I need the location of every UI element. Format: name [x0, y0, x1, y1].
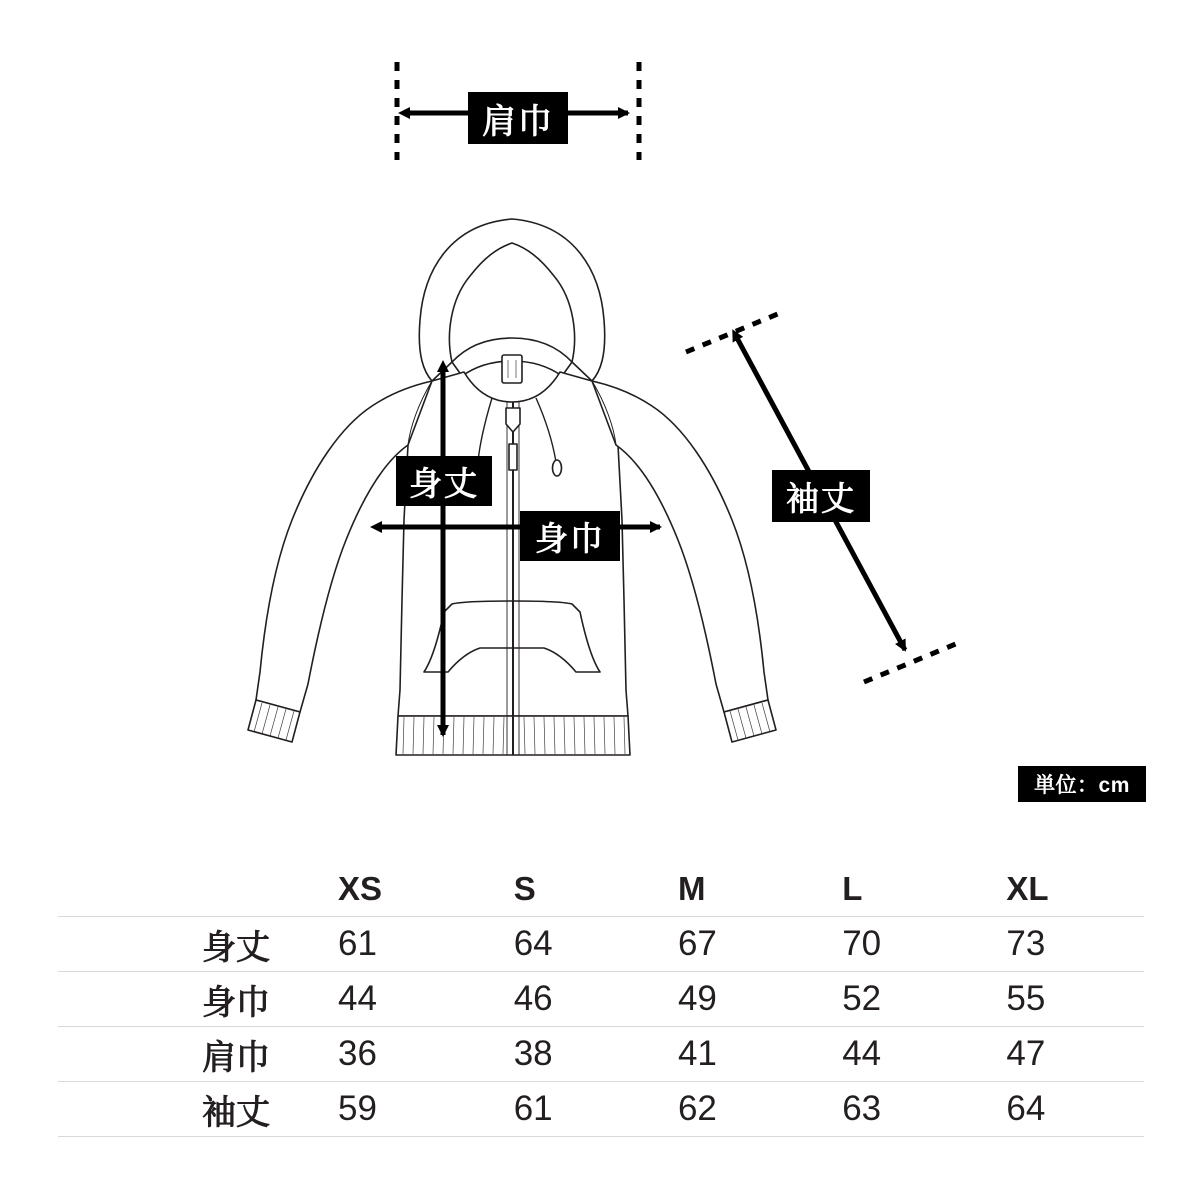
cell-sleeve-length-m: 62	[644, 1082, 808, 1137]
cell-sleeve-length-l: 63	[808, 1082, 972, 1137]
label-shoulder-width: 肩巾	[468, 92, 568, 144]
cell-shoulder-width-xl: 47	[972, 1027, 1144, 1082]
cell-body-length-xl: 73	[972, 917, 1144, 972]
cell-body-width-xs: 44	[304, 972, 480, 1027]
row-label-sleeve-length: 袖丈	[58, 1082, 304, 1137]
label-sleeve-length: 袖丈	[772, 470, 870, 522]
cell-body-width-m: 49	[644, 972, 808, 1027]
cell-sleeve-length-xs: 59	[304, 1082, 480, 1137]
table-body	[58, 917, 1144, 1137]
table-col-s: S	[480, 862, 644, 917]
cell-body-length-xs: 61	[304, 917, 480, 972]
table-row	[58, 972, 1144, 1027]
table-row	[58, 917, 1144, 972]
cell-body-length-s: 64	[480, 917, 644, 972]
table-col-m: M	[644, 862, 808, 917]
table-header-row	[58, 862, 1144, 917]
cell-sleeve-length-s: 61	[480, 1082, 644, 1137]
cell-body-length-l: 70	[808, 917, 972, 972]
cell-body-length-m: 67	[644, 917, 808, 972]
cell-shoulder-width-s: 38	[480, 1027, 644, 1082]
label-body-length: 身丈	[396, 456, 492, 506]
table-corner-cell	[58, 862, 304, 917]
table-row	[58, 1082, 1144, 1137]
cell-body-width-xl: 55	[972, 972, 1144, 1027]
table-col-xs: XS	[304, 862, 480, 917]
row-label-shoulder-width: 肩巾	[58, 1027, 304, 1082]
table-header	[58, 862, 1144, 917]
table-row	[58, 1027, 1144, 1082]
table-col-xl: XL	[972, 862, 1144, 917]
size-table	[58, 862, 1144, 1137]
cell-body-width-s: 46	[480, 972, 644, 1027]
label-body-width: 身巾	[520, 511, 620, 561]
table-col-l: L	[808, 862, 972, 917]
row-label-body-length: 身丈	[58, 917, 304, 972]
cell-sleeve-length-xl: 64	[972, 1082, 1144, 1137]
cell-shoulder-width-l: 44	[808, 1027, 972, 1082]
cell-shoulder-width-m: 41	[644, 1027, 808, 1082]
unit-badge: 単位：cm	[1018, 766, 1146, 802]
cell-body-width-l: 52	[808, 972, 972, 1027]
row-label-body-width: 身巾	[58, 972, 304, 1027]
cell-shoulder-width-xs: 36	[304, 1027, 480, 1082]
garment-outline	[248, 219, 776, 755]
